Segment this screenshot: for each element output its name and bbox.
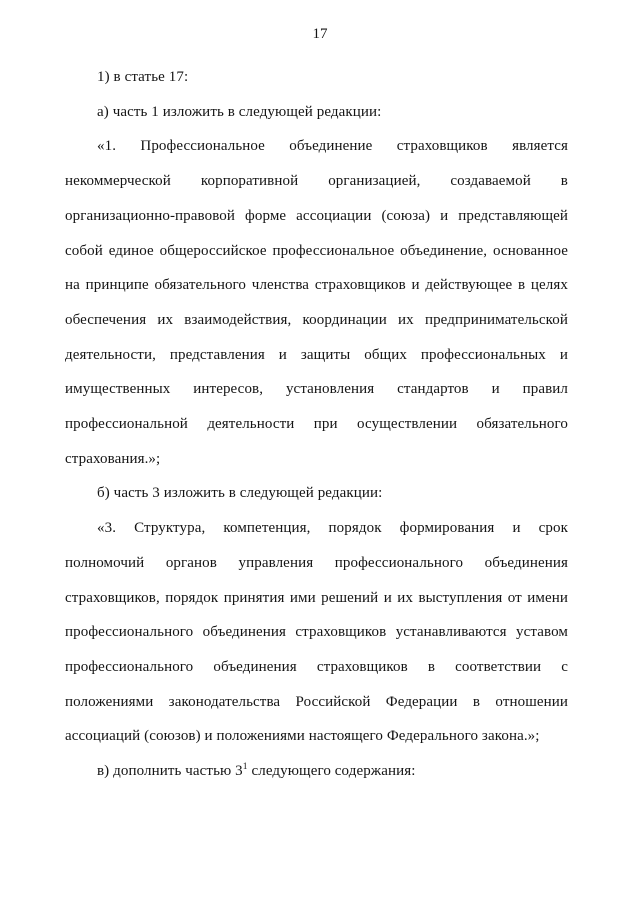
text-line <box>65 754 568 789</box>
text-line: обеспечения их взаимодействия, координации их предпринимательской <box>65 311 568 328</box>
text-line: 1) в статье 17: <box>97 69 189 85</box>
text-line: а) часть 1 изложить в следующей редакции: <box>97 103 382 120</box>
paragraph <box>65 476 568 511</box>
text-line: профессиональной деятельности при осуществлении обязательного <box>65 416 568 433</box>
paragraph <box>65 60 568 95</box>
text-line: на принципе обязательного членства страховщиков и действующее в целях <box>65 277 568 294</box>
text-segment: следующего содержания: <box>247 763 416 780</box>
text-line: собой единое общероссийское профессиональное объединение, основанное <box>65 242 568 259</box>
text-line: страхования.»; <box>65 450 161 467</box>
document-body <box>65 60 568 789</box>
text-line: «3. Структура, компетенция, порядок формирования и срок <box>97 520 568 537</box>
text-line: деятельности, представления и защиты общих профессиональных и <box>65 346 568 363</box>
text-line: «1. Профессиональное объединение страховщиков является <box>97 138 568 155</box>
paragraph <box>65 511 568 754</box>
paragraph <box>65 129 568 476</box>
text-line: ассоциаций (союзов) и положениями настоящего Федерального закона.»; <box>65 728 540 745</box>
text-line: б) часть 3 изложить в следующей редакции: <box>97 485 383 502</box>
page-number: 17 <box>312 26 328 42</box>
text-line: профессионального объединения страховщиков в соответствии с <box>65 658 568 675</box>
text-line: профессионального объединения страховщиков устанавливаются уставом <box>65 624 568 641</box>
text-line: организационно-правовой форме ассоциации (союза) и представляющей <box>65 207 568 224</box>
text-line: некоммерческой корпоративной организацией, создаваемой в <box>65 173 568 190</box>
superscript-part-number: 1 <box>242 762 248 773</box>
text-line: полномочий органов управления профессионального объединения <box>65 554 568 571</box>
paragraph <box>65 754 568 789</box>
text-line: имущественных интересов, установления стандартов и правил <box>65 381 568 398</box>
text-segment: в) дополнить частью 3 <box>97 763 243 780</box>
paragraph <box>65 95 568 130</box>
text-line: положениями законодательства Российской Федерации в отношении <box>65 693 568 710</box>
text-line: страховщиков, порядок принятия ими решений и их выступления от имени <box>65 589 568 606</box>
